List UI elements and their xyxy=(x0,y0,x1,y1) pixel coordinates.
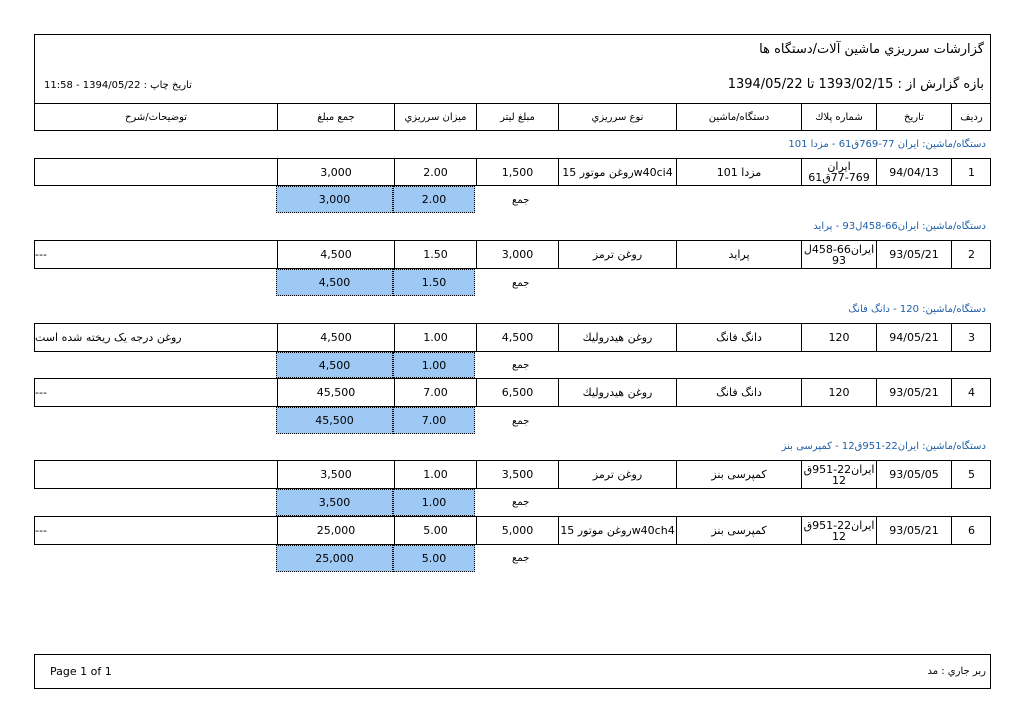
sum-amount: 2.00 xyxy=(393,186,475,213)
sum-amount: 5.00 xyxy=(393,545,475,572)
group-header: دستگاه/ماشين: ايران66-458ل93 - پرايد xyxy=(813,221,986,232)
sum-label: جمع xyxy=(512,278,530,289)
col-header-amount: ميزان سرريزي xyxy=(394,104,476,130)
sum-amount: 1.00 xyxy=(393,352,475,378)
col-header-machine: دستگاه/ماشين xyxy=(676,104,801,130)
col-header-plate: شماره پلاك xyxy=(801,104,876,130)
col-header-type: نوع سرريزي xyxy=(558,104,676,130)
cell-date: 94/05/21 xyxy=(876,324,951,351)
plate-line-1: 120 xyxy=(828,386,850,399)
cell-machine: مزدا 101 xyxy=(676,159,801,185)
cell-plate xyxy=(801,517,876,544)
plate-line-1: 120 xyxy=(828,331,850,344)
cell-type: روغن ترمز xyxy=(558,461,676,488)
sum-total: 3,500 xyxy=(276,489,393,516)
plate-line-1: ايران66-458ل xyxy=(803,242,875,256)
sum-total: 4,500 xyxy=(276,352,393,378)
cell-notes: --- xyxy=(35,386,47,399)
cell-machine: دانگ فانگ xyxy=(676,324,801,351)
col-header-total: جمع مبلغ xyxy=(277,104,394,130)
cell-amount: 2.00 xyxy=(394,159,476,185)
cell-price: 4,500 xyxy=(476,324,558,351)
cell-plate xyxy=(801,241,876,268)
cell-total: 25,000 xyxy=(277,517,394,544)
table-row xyxy=(34,158,991,186)
cell-notes: --- xyxy=(35,524,47,537)
cell-amount: 5.00 xyxy=(394,517,476,544)
sum-label: جمع xyxy=(512,416,530,427)
cell-row-no: 2 xyxy=(951,241,991,268)
sum-label: جمع xyxy=(512,195,530,206)
cell-type: روغن هيدروليك xyxy=(558,324,676,351)
report-title: گزارشات سرريزي ماشين آلات/دستگاه ها xyxy=(759,42,984,57)
column-header-row xyxy=(34,103,991,131)
group-header: دستگاه/ماشين: ايران22-951ق12 - كمپرسی بنز xyxy=(781,441,986,452)
sum-total: 45,500 xyxy=(276,407,393,434)
cell-date: 94/04/13 xyxy=(876,159,951,185)
cell-amount: 1.00 xyxy=(394,461,476,488)
sum-label: جمع xyxy=(512,553,530,564)
cell-amount: 1.50 xyxy=(394,241,476,268)
cell-date: 93/05/05 xyxy=(876,461,951,488)
cell-amount: 1.00 xyxy=(394,324,476,351)
table-row xyxy=(34,323,991,352)
cell-date: 93/05/21 xyxy=(876,241,951,268)
cell-total: 45,500 xyxy=(277,379,394,406)
col-header-price: مبلغ ليتر xyxy=(476,104,558,130)
sum-amount: 1.00 xyxy=(393,489,475,516)
cell-machine: كمپرسی بنز xyxy=(676,517,801,544)
group-header: دستگاه/ماشين: 120 - دانگ فانگ xyxy=(848,304,986,315)
sum-label: جمع xyxy=(512,497,530,508)
col-header-row-no: رديف xyxy=(951,104,991,130)
cell-row-no: 4 xyxy=(951,379,991,406)
table-row xyxy=(34,516,991,545)
cell-plate xyxy=(801,324,876,351)
plate-line-1: ايران xyxy=(827,160,851,173)
current-user: ربر جاري : مد xyxy=(927,666,986,677)
table-row xyxy=(34,378,991,407)
table-row xyxy=(34,240,991,269)
report-date-range: بازه گزارش از : 1393/02/15 تا 1394/05/22 xyxy=(727,77,984,92)
cell-type: روغن ترمز xyxy=(558,241,676,268)
cell-price: 1,500 xyxy=(476,159,558,185)
group-header: دستگاه/ماشين: ايران 77-769ق61 - مزدا 101 xyxy=(788,139,986,150)
cell-row-no: 5 xyxy=(951,461,991,488)
plate-line-2: 77-769ق61 xyxy=(808,171,870,184)
col-header-notes: توضيحات/شرح xyxy=(124,111,188,123)
cell-total: 3,000 xyxy=(277,159,394,185)
cell-price: 5,000 xyxy=(476,517,558,544)
cell-machine: كمپرسی بنز xyxy=(676,461,801,488)
cell-type: روغن هيدروليك xyxy=(558,379,676,406)
cell-machine: دانگ فانگ xyxy=(676,379,801,406)
cell-price: 6,500 xyxy=(476,379,558,406)
sum-total: 3,000 xyxy=(276,186,393,213)
cell-amount: 7.00 xyxy=(394,379,476,406)
sum-total: 4,500 xyxy=(276,269,393,296)
sum-amount: 7.00 xyxy=(393,407,475,434)
cell-row-no: 6 xyxy=(951,517,991,544)
page-number: Page 1 of 1 xyxy=(50,665,112,678)
cell-notes xyxy=(35,159,277,185)
cell-date: 93/05/21 xyxy=(876,379,951,406)
print-date: تاريخ چاپ : 1394/05/22 - 11:58 xyxy=(44,80,192,91)
cell-machine: پرايد xyxy=(676,241,801,268)
plate-line-1: ايران22-951ق xyxy=(803,518,875,532)
sum-label: جمع xyxy=(512,360,530,371)
cell-plate xyxy=(801,379,876,406)
cell-total: 4,500 xyxy=(277,241,394,268)
cell-row-no: 3 xyxy=(951,324,991,351)
plate-line-2: 93 xyxy=(832,253,846,267)
cell-price: 3,000 xyxy=(476,241,558,268)
plate-line-2: 12 xyxy=(832,473,846,487)
cell-plate xyxy=(801,461,876,488)
cell-type: w40ci4روغن موتور 15 xyxy=(558,159,676,185)
cell-row-no: 1 xyxy=(951,159,991,185)
cell-notes xyxy=(35,461,277,488)
cell-notes: روغن درجه يک ريخته شده است xyxy=(35,331,182,344)
sum-amount: 1.50 xyxy=(393,269,475,296)
table-row xyxy=(34,460,991,489)
cell-type: w40ch4روغن موتور 15 xyxy=(558,517,676,544)
plate-line-1: ايران22-951ق xyxy=(803,462,875,476)
cell-price: 3,500 xyxy=(476,461,558,488)
sum-total: 25,000 xyxy=(276,545,393,572)
cell-notes: --- xyxy=(35,248,47,261)
cell-date: 93/05/21 xyxy=(876,517,951,544)
page-footer xyxy=(34,654,991,689)
col-header-date: تاريخ xyxy=(876,104,951,130)
plate-line-2: 12 xyxy=(832,529,846,543)
cell-total: 3,500 xyxy=(277,461,394,488)
cell-total: 4,500 xyxy=(277,324,394,351)
cell-plate xyxy=(801,159,876,185)
